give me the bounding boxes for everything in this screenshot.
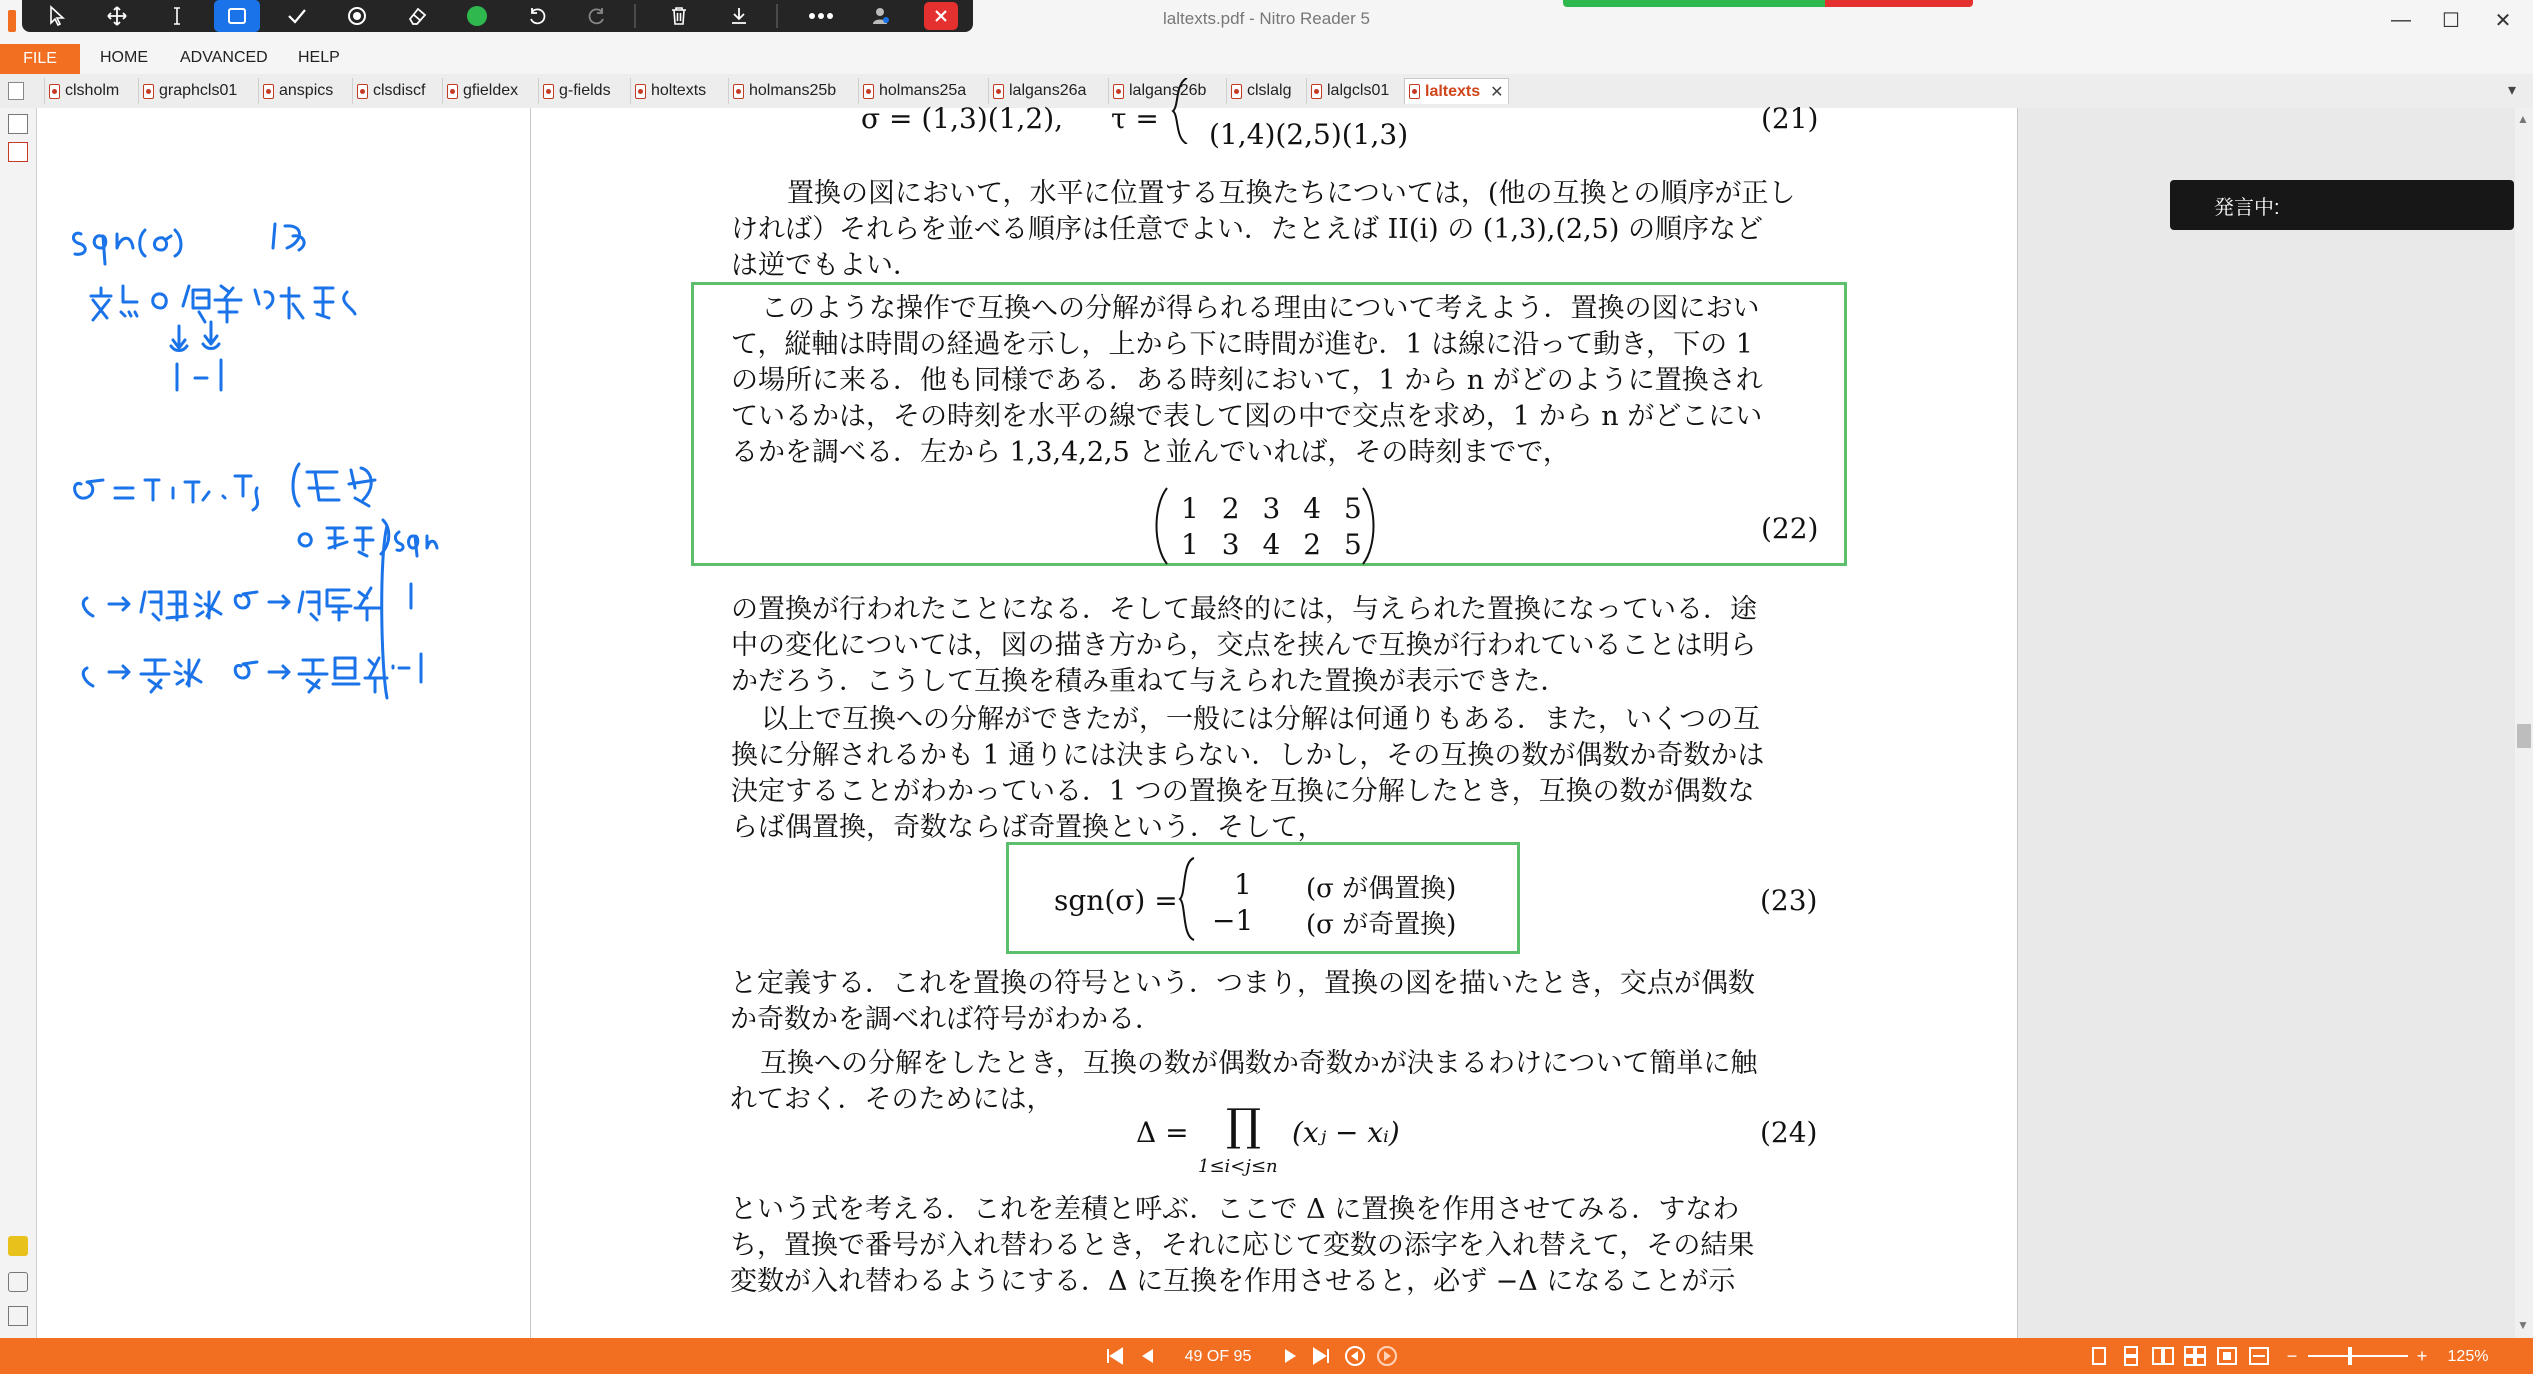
scrollbar-thumb[interactable] [2517, 724, 2531, 748]
bookmarks-icon[interactable] [8, 142, 28, 162]
delta-lhs: Δ = [1136, 1116, 1189, 1149]
zoom-slider[interactable] [2308, 1355, 2408, 1357]
paragraph-line: ているかは，その時刻を水平の線で表して図の中で交点を求め，1 から n がどこにい [731, 401, 1763, 432]
paragraph-line: 中の変化については，図の描き方から，交点を挟んで互換が行われていることは明ら [731, 630, 1757, 661]
pages-panel-icon[interactable] [8, 114, 28, 134]
checkmark-icon[interactable] [274, 0, 320, 32]
close-window-button[interactable]: ✕ [2494, 9, 2512, 32]
eq21-number: (21) [1761, 102, 1819, 135]
pdf-icon [357, 84, 368, 99]
matrix-top-row: 1 2 3 4 5 [1181, 492, 1362, 525]
sgn-case1-value: 1 [1234, 868, 1252, 901]
comments-icon[interactable] [8, 1236, 28, 1256]
sgn-brace [1176, 856, 1198, 942]
sgn-case1-condition: (σ が偶置換) [1306, 874, 1457, 904]
tab-holmans25b[interactable]: holmans25b [728, 78, 840, 104]
recording-bar-green [1563, 0, 1825, 7]
tab-lalgcls01[interactable]: lalgcls01 [1306, 78, 1393, 104]
text-cursor-icon[interactable] [154, 0, 200, 32]
facing-view-icon[interactable] [2148, 1338, 2178, 1374]
floating-toolbar [22, 0, 973, 32]
zoom-slider-knob[interactable] [2348, 1347, 2352, 1365]
page-view-icon[interactable] [8, 82, 24, 100]
pdf-icon [263, 84, 274, 99]
toolbar-separator [776, 4, 778, 28]
continuous-view-icon[interactable] [2116, 1338, 2146, 1374]
last-page-icon[interactable] [1306, 1338, 1336, 1374]
tab-graphcls01[interactable]: graphcls01 [138, 78, 241, 104]
tab-lalgans26a[interactable]: lalgans26a [988, 78, 1090, 104]
green-dot-icon[interactable] [454, 0, 500, 32]
menu-advanced[interactable]: ADVANCED [180, 49, 268, 66]
maximize-button[interactable]: ☐ [2442, 9, 2460, 32]
paragraph-line: 以上で互換への分解ができたが，一般には分解は何通りもある．また，いくつの互 [761, 704, 1760, 735]
tab-holtexts[interactable]: holtexts [630, 78, 710, 104]
redo-icon[interactable] [574, 0, 620, 32]
paragraph-line: 互換への分解をしたとき，互換の数が偶数か奇数かが決まるわけについて簡単に触 [760, 1048, 1758, 1079]
zoom-level[interactable]: 125% [2447, 1348, 2489, 1365]
paragraph-line: て，縦軸は時間の経過を示し，上から下に時間が進む．1 は線に沿って動き，下の 1 [731, 329, 1753, 360]
tab-close-icon[interactable]: ✕ [1490, 83, 1504, 101]
file-menu[interactable]: FILE [0, 44, 80, 74]
paragraph-line: 変数が入れ替わるようにする．Δ に互換を作用させると，必ず −Δ になることが示 [730, 1266, 1736, 1297]
attachments-icon[interactable] [8, 1272, 28, 1292]
scroll-up-icon[interactable]: ▲ [2517, 112, 2529, 126]
tab-overflow-icon[interactable]: ▾ [2508, 82, 2517, 99]
select-arrow-icon[interactable] [34, 0, 80, 32]
back-view-icon[interactable] [1340, 1338, 1370, 1374]
record-icon[interactable] [334, 0, 380, 32]
pdf-icon [143, 84, 154, 99]
download-icon[interactable] [716, 0, 762, 32]
toolbar-separator [634, 4, 636, 28]
trash-icon[interactable] [656, 0, 702, 32]
tab-anspics[interactable]: anspics [258, 78, 337, 104]
tab-laltexts[interactable]: laltexts ✕ [1404, 78, 1509, 104]
pdf-icon [733, 84, 744, 99]
next-page-icon[interactable] [1276, 1338, 1306, 1374]
sgn-case2-condition: (σ が奇置換) [1306, 910, 1457, 940]
paragraph-line: ち，置換で番号が入れ替わるとき，それに応じて変数の添字を入れ替えて，その結果 [730, 1230, 1755, 1261]
first-page-icon[interactable] [1100, 1338, 1130, 1374]
sgn-lhs: sgn(σ) = [1054, 884, 1178, 917]
eraser-icon[interactable] [394, 0, 440, 32]
tab-clsdiscf[interactable]: clsdiscf [352, 78, 429, 104]
menu-bar [0, 44, 2533, 74]
paragraph-line: の置換が行われたことになる．そして最終的には，与えられた置換になっている．途 [731, 594, 1757, 625]
product-subscript: 1≤i<j≤n [1198, 1156, 1278, 1177]
paragraph-line: ければ）それらを並べる順序は任意でよい．たとえば II(i) の (1,3),(2,5) の順序など [731, 214, 1763, 245]
close-toolbar-icon[interactable] [918, 0, 964, 32]
eq21-tau-label: τ = [1111, 102, 1159, 135]
menu-help[interactable]: HELP [298, 49, 340, 66]
facing-continuous-icon[interactable] [2180, 1338, 2210, 1374]
tab-clslalg[interactable]: clslalg [1226, 78, 1295, 104]
scroll-down-icon[interactable]: ▼ [2517, 1318, 2529, 1332]
vertical-scrollbar[interactable] [2515, 108, 2533, 1338]
tab-clsholm[interactable]: clsholm [44, 78, 123, 104]
paragraph-line: は逆でもよい． [731, 250, 920, 281]
matrix-bottom-row: 1 3 4 2 5 [1181, 528, 1362, 561]
paragraph-line: 置換の図において，水平に位置する互換たちについては，(他の互換との順序が正し [787, 178, 1796, 209]
fit-width-icon[interactable] [2244, 1338, 2274, 1374]
product-symbol: ∏ [1226, 1100, 1262, 1151]
menu-home[interactable]: HOME [100, 49, 148, 66]
matrix-right-paren [1359, 486, 1379, 566]
forward-view-icon[interactable] [1372, 1338, 1402, 1374]
previous-page-icon[interactable] [1132, 1338, 1162, 1374]
pdf-icon [993, 84, 1004, 99]
pdf-icon [543, 84, 554, 99]
tab-lalgans26b[interactable]: lalgans26b [1108, 78, 1210, 104]
eq22-number: (22) [1761, 512, 1819, 545]
undo-icon[interactable] [514, 0, 560, 32]
user-settings-icon[interactable] [858, 0, 904, 32]
pdf-icon [635, 84, 646, 99]
zoom-out-button[interactable]: − [2286, 1345, 2298, 1366]
pdf-icon [447, 84, 458, 99]
pdf-icon [1113, 84, 1124, 99]
window-title: laltexts.pdf - Nitro Reader 5 [1163, 9, 1370, 28]
pdf-icon [1311, 84, 1322, 99]
paragraph-line: 換に分解されるかも 1 通りには決まらない．しかし，その互換の数が偶数か奇数かは [731, 740, 1765, 771]
eq23-number: (23) [1760, 884, 1818, 917]
paragraph-line: このような操作で互換への分解が得られる理由について考えよう．置換の図におい [761, 293, 1760, 324]
sgn-case2-value: −1 [1212, 904, 1254, 937]
more-icon[interactable] [798, 0, 844, 32]
paragraph-line: と定義する．これを置換の符号という．つまり，置換の図を描いたとき，交点が偶数 [730, 968, 1755, 999]
tab-gfieldex[interactable]: gfieldex [442, 78, 522, 104]
paragraph-line: という式を考える．これを差積と呼ぶ．ここで Δ に置換を作用させてみる．すなわ [730, 1194, 1740, 1225]
document-tab-bar [0, 74, 2533, 109]
recording-bar-red [1825, 0, 1973, 7]
zoom-in-button[interactable]: + [2416, 1345, 2428, 1366]
eq21-brace [1167, 78, 1191, 144]
rectangle-tool-icon[interactable] [214, 0, 260, 32]
paragraph-line: の場所に来る．他も同様である．ある時刻において，1 から n がどのように置換され [731, 365, 1763, 396]
pdf-icon [1409, 84, 1420, 99]
paragraph-line: れておく．そのためには， [730, 1084, 1054, 1115]
speaking-indicator: 発言中: [2170, 180, 2514, 230]
paragraph-line: 決定することがわかっている．1 つの置換を互換に分解したとき，互換の数が偶数な [731, 776, 1755, 807]
matrix-left-paren [1151, 486, 1171, 566]
eq21-case: (1,4)(2,5)(1,3) [1209, 118, 1409, 151]
minimize-button[interactable]: — [2391, 8, 2411, 31]
pdf-icon [1231, 84, 1242, 99]
paragraph-line: るかを調べる．左から 1,3,4,2,5 と並んでいれば，その時刻までで， [731, 437, 1570, 468]
pdf-icon [49, 84, 60, 99]
left-side-panel [0, 108, 37, 1338]
tab-g-fields[interactable]: g-fields [538, 78, 615, 104]
delta-rhs: (xⱼ − xᵢ) [1292, 1116, 1400, 1149]
pdf-icon [863, 84, 874, 99]
paragraph-line: らば偶置換，奇数ならば奇置換という．そして， [731, 812, 1325, 843]
paragraph-line: かだろう．こうして互換を積み重ねて与えられた置換が表示できた． [731, 666, 1568, 697]
page-counter[interactable]: 49 OF 95 [1184, 1348, 1252, 1365]
tab-holmans25a[interactable]: holmans25a [858, 78, 970, 104]
output-panel-icon[interactable] [8, 1306, 28, 1326]
eq24-number: (24) [1760, 1116, 1818, 1149]
eq21-sigma: σ = (1,3)(1,2), [861, 102, 1064, 135]
pan-move-icon[interactable] [94, 0, 140, 32]
fit-page-icon[interactable] [2212, 1338, 2242, 1374]
paragraph-line: か奇数かを調べれば符号がわかる． [730, 1004, 1162, 1035]
single-page-view-icon[interactable] [2084, 1338, 2114, 1374]
pdf-page [530, 102, 2018, 1338]
